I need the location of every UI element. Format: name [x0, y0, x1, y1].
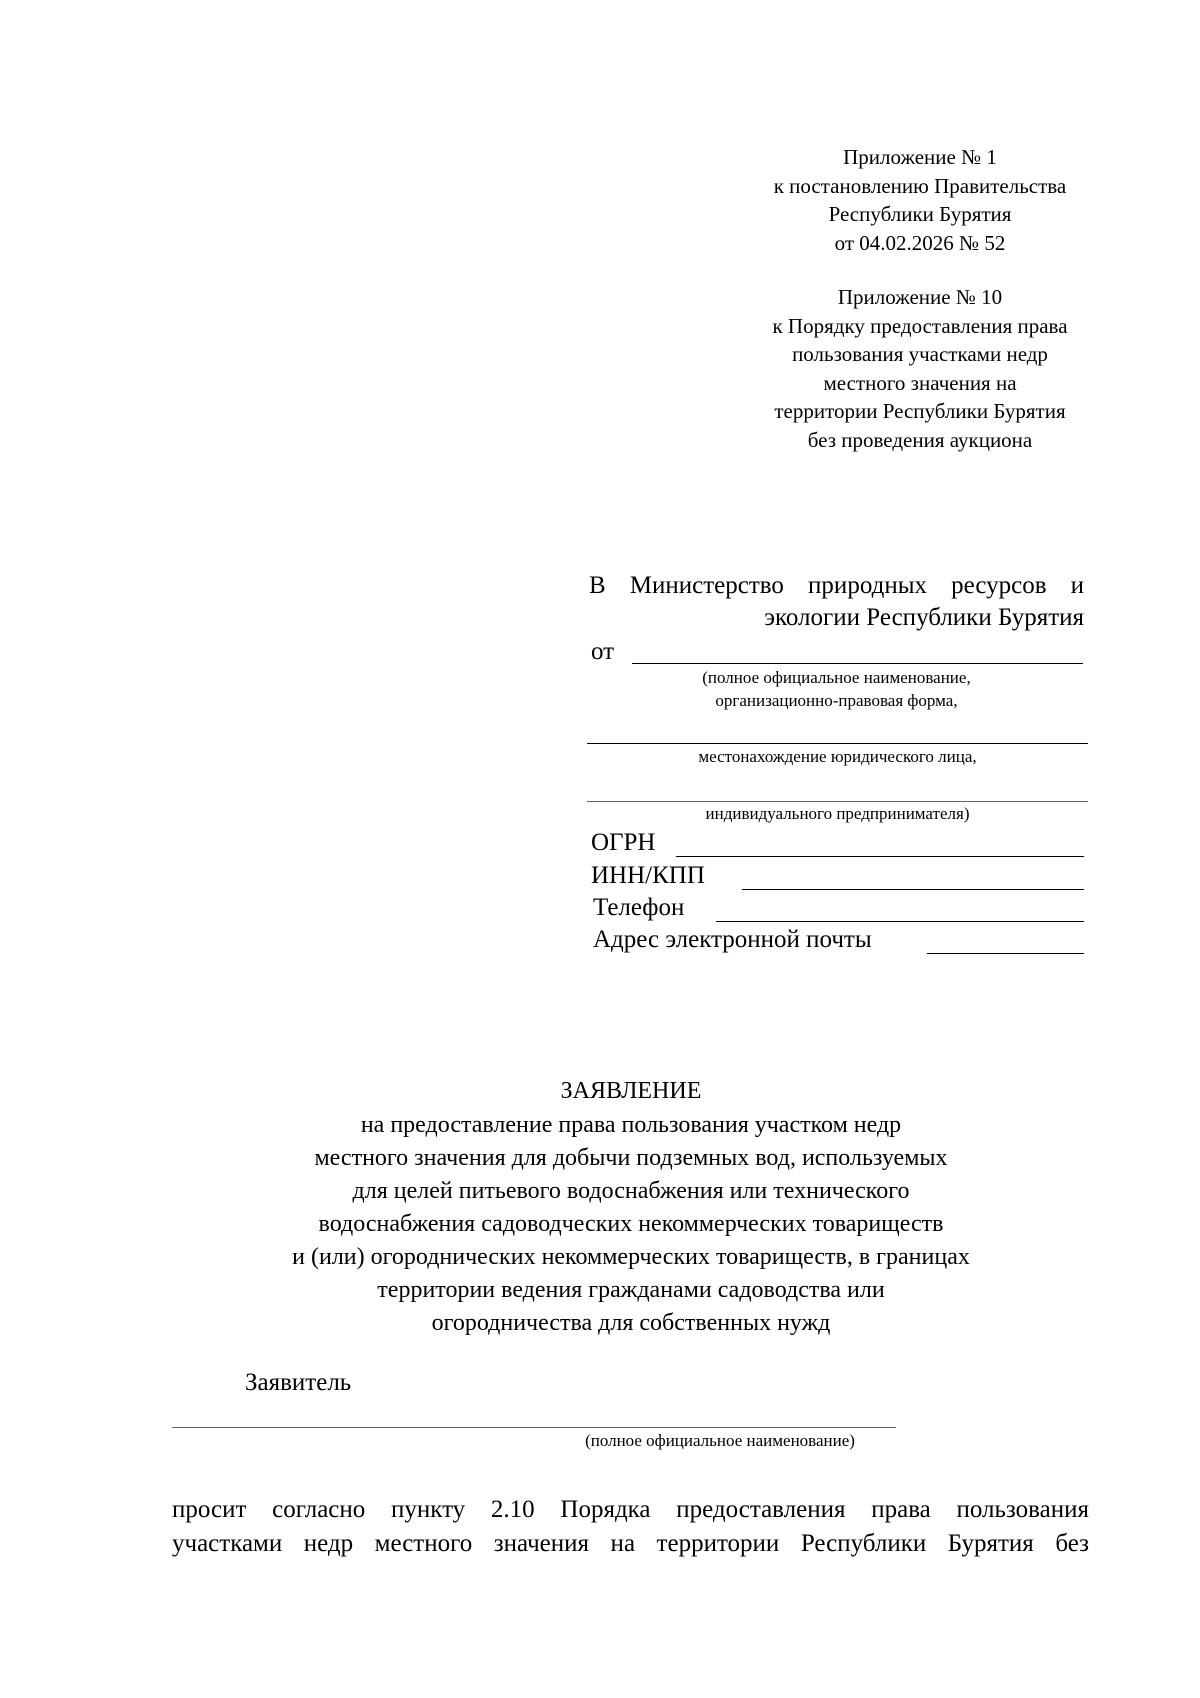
- statement-subtitle: [100, 1109, 1162, 1340]
- appendix-1-line: к постановлению Правительства: [773, 173, 1067, 198]
- subtitle-line: огородничества для собственных нужд: [431, 1310, 831, 1336]
- appendix-10-line: к Порядку предоставления права: [772, 313, 1068, 338]
- name-underline[interactable]: [587, 743, 1088, 744]
- ogrn-field[interactable]: [676, 856, 1084, 857]
- appendix-1-line: Республики Бурятия: [828, 202, 1012, 226]
- from-label: от: [591, 638, 615, 665]
- appendix-1-line: Приложение № 1: [843, 145, 997, 169]
- inn-kpp-field[interactable]: [742, 889, 1084, 890]
- from-underline[interactable]: [632, 663, 1083, 664]
- addressee-line-2: экологии Республики Бурятия: [764, 604, 1084, 631]
- appendix-10-line: пользования участками недр: [792, 342, 1048, 366]
- appendix-10-header: [735, 283, 1105, 454]
- subtitle-line: и (или) огороднических некоммерческих товариществ, в границах: [292, 1244, 970, 1270]
- appendix-10-line: Приложение № 10: [837, 285, 1003, 309]
- email-label: Адрес электронной почты: [593, 926, 872, 953]
- subtitle-line: водоснабжения садоводческих некоммерческих товариществ: [318, 1211, 944, 1237]
- body-line: участками недр местного значения на территории Республики Бурятия без: [172, 1530, 1089, 1557]
- subtitle-line: местного значения для добычи подземных вод, используемых: [314, 1145, 948, 1171]
- applicant-label: Заявитель: [245, 1369, 352, 1396]
- caption-ip: индивидуального предпринимателя): [705, 804, 970, 823]
- subtitle-line: территории ведения гражданами садоводства или: [377, 1277, 885, 1303]
- caption-location: местонахождение юридического лица,: [698, 747, 977, 766]
- subtitle-line: для целей питьевого водоснабжения или технического: [352, 1178, 910, 1204]
- appendix-10-line: территории Республики Бурятия: [774, 399, 1066, 423]
- location-underline[interactable]: [587, 801, 1088, 802]
- inn-kpp-label: ИНН/КПП: [591, 862, 705, 889]
- applicant-caption: (полное официальное наименование): [585, 1431, 855, 1450]
- appendix-10-line: без проведения аукциона: [807, 427, 1033, 452]
- statement-title: ЗАЯВЛЕНИЕ: [560, 1078, 702, 1104]
- appendix-1-header: [735, 143, 1105, 257]
- body-line: просит согласно пункту 2.10 Порядка предоставления права пользования: [172, 1496, 1089, 1523]
- appendix-1-line: от 04.02.2026 № 52: [834, 230, 1006, 255]
- subtitle-line: на предоставление права пользования участком недр: [360, 1112, 902, 1138]
- phone-field[interactable]: [716, 921, 1084, 922]
- applicant-field[interactable]: [172, 1427, 896, 1428]
- appendix-10-line: местного значения на: [823, 370, 1017, 395]
- email-field[interactable]: [927, 953, 1084, 954]
- phone-label: Телефон: [593, 894, 685, 921]
- addressee-line-1: В Министерство природных ресурсов и: [589, 572, 1084, 599]
- caption-name-1: (полное официальное наименование,: [702, 668, 971, 687]
- ogrn-label: ОГРН: [591, 829, 656, 856]
- caption-name-2: организационно-правовая форма,: [715, 691, 958, 710]
